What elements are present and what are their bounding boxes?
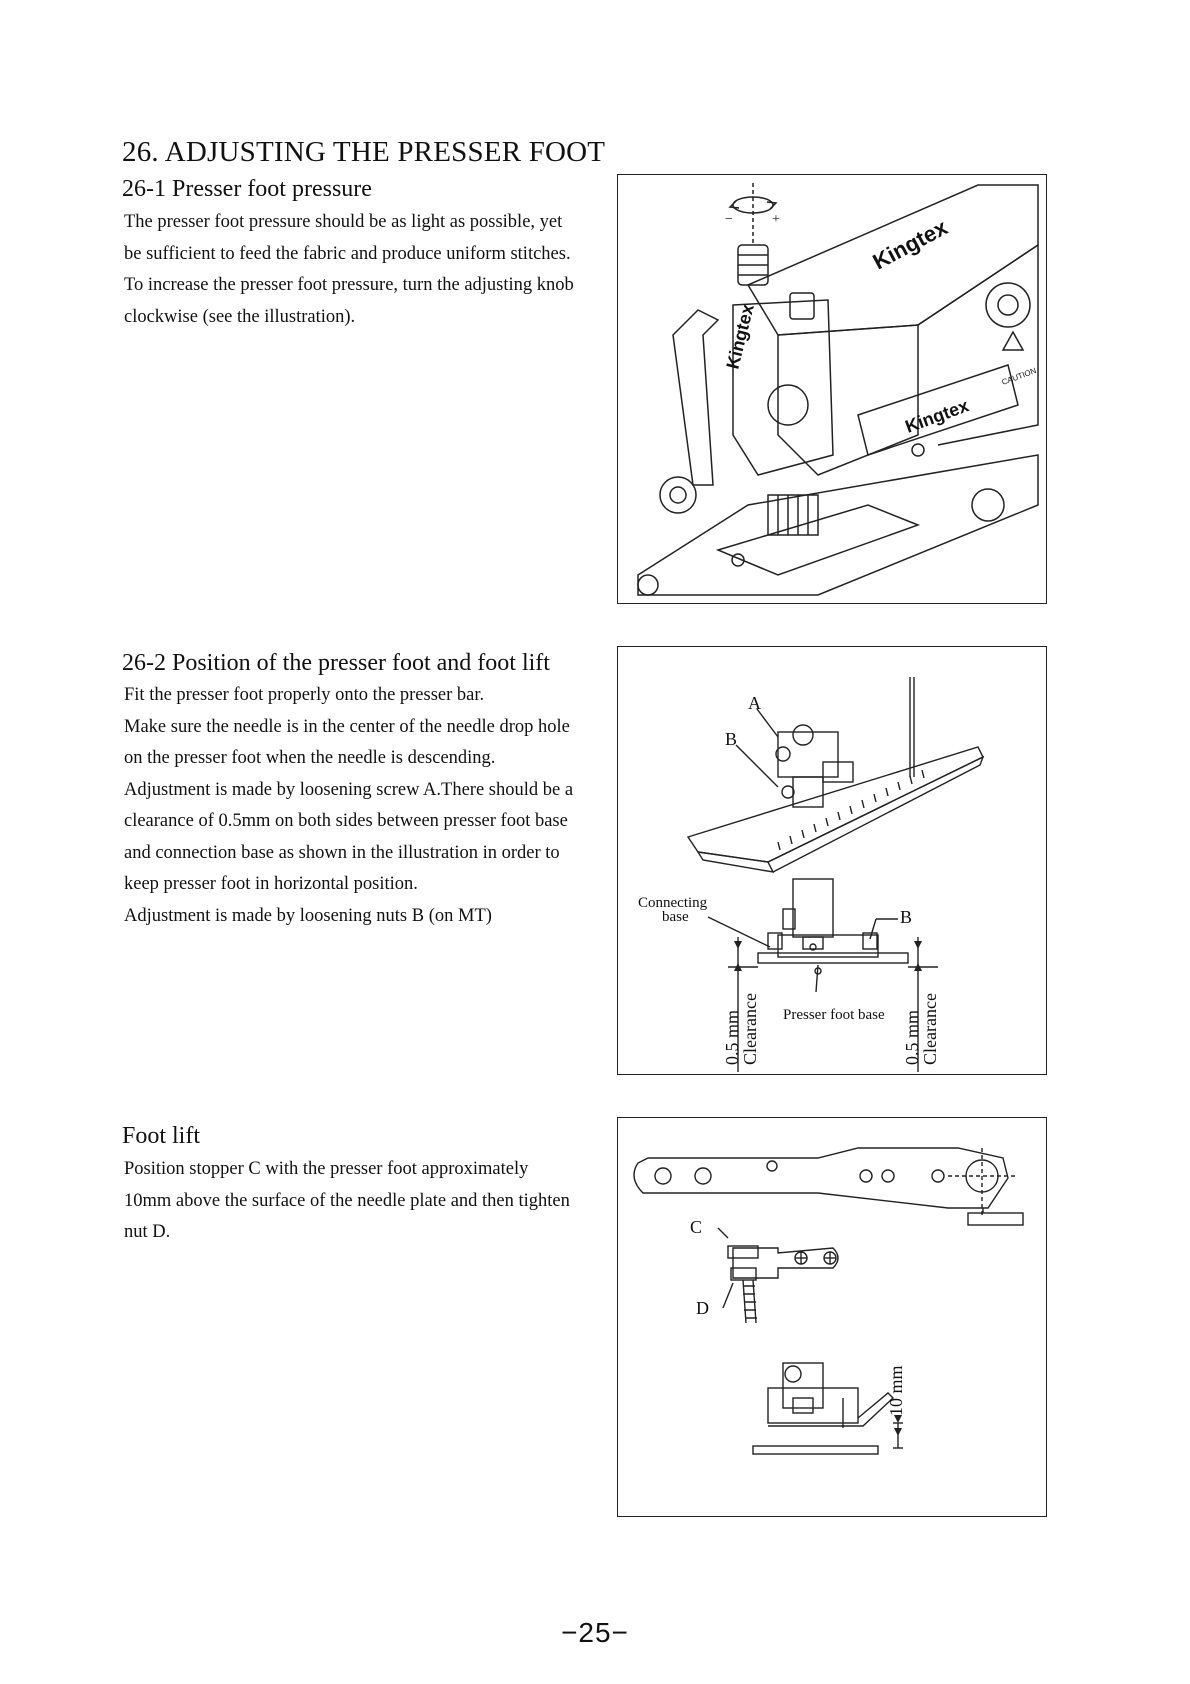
text-line: Adjustment is made by loosening screw A.There should be a [124, 779, 574, 800]
label-c: C [690, 1217, 703, 1237]
minus-sign: − [725, 212, 733, 227]
foot-lift-diagram [618, 1118, 1048, 1518]
label-d: D [696, 1298, 709, 1318]
presser-pressure-figure [617, 174, 1047, 604]
presser-foot-base-label: Presser foot base [783, 1007, 885, 1023]
text-line: nut D. [124, 1222, 171, 1242]
label-a: A [748, 693, 761, 713]
text-line: keep presser foot in horizontal position. [124, 874, 418, 894]
text-line: Position stopper C with the presser foot approximately [124, 1159, 529, 1179]
text-line: Fit the presser foot properly onto the presser bar. [124, 685, 485, 705]
left-clearance-label: Clearance [740, 993, 760, 1065]
caution-label: CAUTION [1000, 366, 1038, 387]
text-line: Make sure the needle is in the center of the needle drop hole [124, 716, 570, 737]
section-heading-position: 26-2 Position of the presser foot and foot lift [122, 650, 550, 676]
foot-lift-paragraph [124, 1154, 616, 1249]
label-b-lower: B [900, 907, 913, 927]
right-clearance-value: 0.5 mm [902, 1009, 922, 1065]
brand-logo-text-side: Kingtex [902, 395, 972, 437]
position-paragraph [124, 680, 616, 932]
text-line: clockwise (see the illustration). [124, 306, 356, 327]
text-line: and connection base as shown in the illustration in order to [124, 842, 560, 863]
text-line: on the presser foot when the needle is descending. [124, 748, 496, 768]
brand-logo-text-front: Kingtex [722, 302, 758, 371]
right-clearance-label: Clearance [920, 993, 940, 1065]
brand-logo-text: Kingtex [868, 214, 952, 275]
text-line: Adjustment is made by loosening nuts B (on MT) [124, 905, 492, 926]
text-line: clearance of 0.5mm on both sides between presser foot base [124, 811, 568, 831]
connecting-base-label-1: Connecting [638, 895, 708, 911]
text-line: 10mm above the surface of the needle plate and then tighten [124, 1190, 570, 1211]
text-line: The presser foot pressure should be as light as possible, yet [124, 212, 563, 232]
page-number: −25− [561, 1617, 629, 1648]
label-b: B [725, 729, 738, 749]
connecting-base-label-2: base [662, 909, 689, 925]
machine-head-illustration [618, 175, 1048, 605]
text-line: be sufficient to feed the fabric and produce uniform stitches. [124, 243, 571, 264]
pressure-paragraph [124, 207, 616, 333]
text-line: To increase the presser foot pressure, turn the adjusting knob [124, 275, 574, 295]
plus-sign: + [772, 212, 780, 227]
presser-foot-diagram [618, 647, 1048, 1076]
left-clearance-value: 0.5 mm [722, 1009, 742, 1065]
presser-position-figure [617, 646, 1047, 1075]
foot-lift-figure [617, 1117, 1047, 1517]
section-heading-foot-lift: Foot lift [122, 1123, 201, 1149]
height-dimension-label: 10 mm [886, 1365, 906, 1416]
page-title: 26. ADJUSTING THE PRESSER FOOT [122, 136, 606, 168]
section-heading-pressure: 26-1 Presser foot pressure [122, 176, 372, 202]
